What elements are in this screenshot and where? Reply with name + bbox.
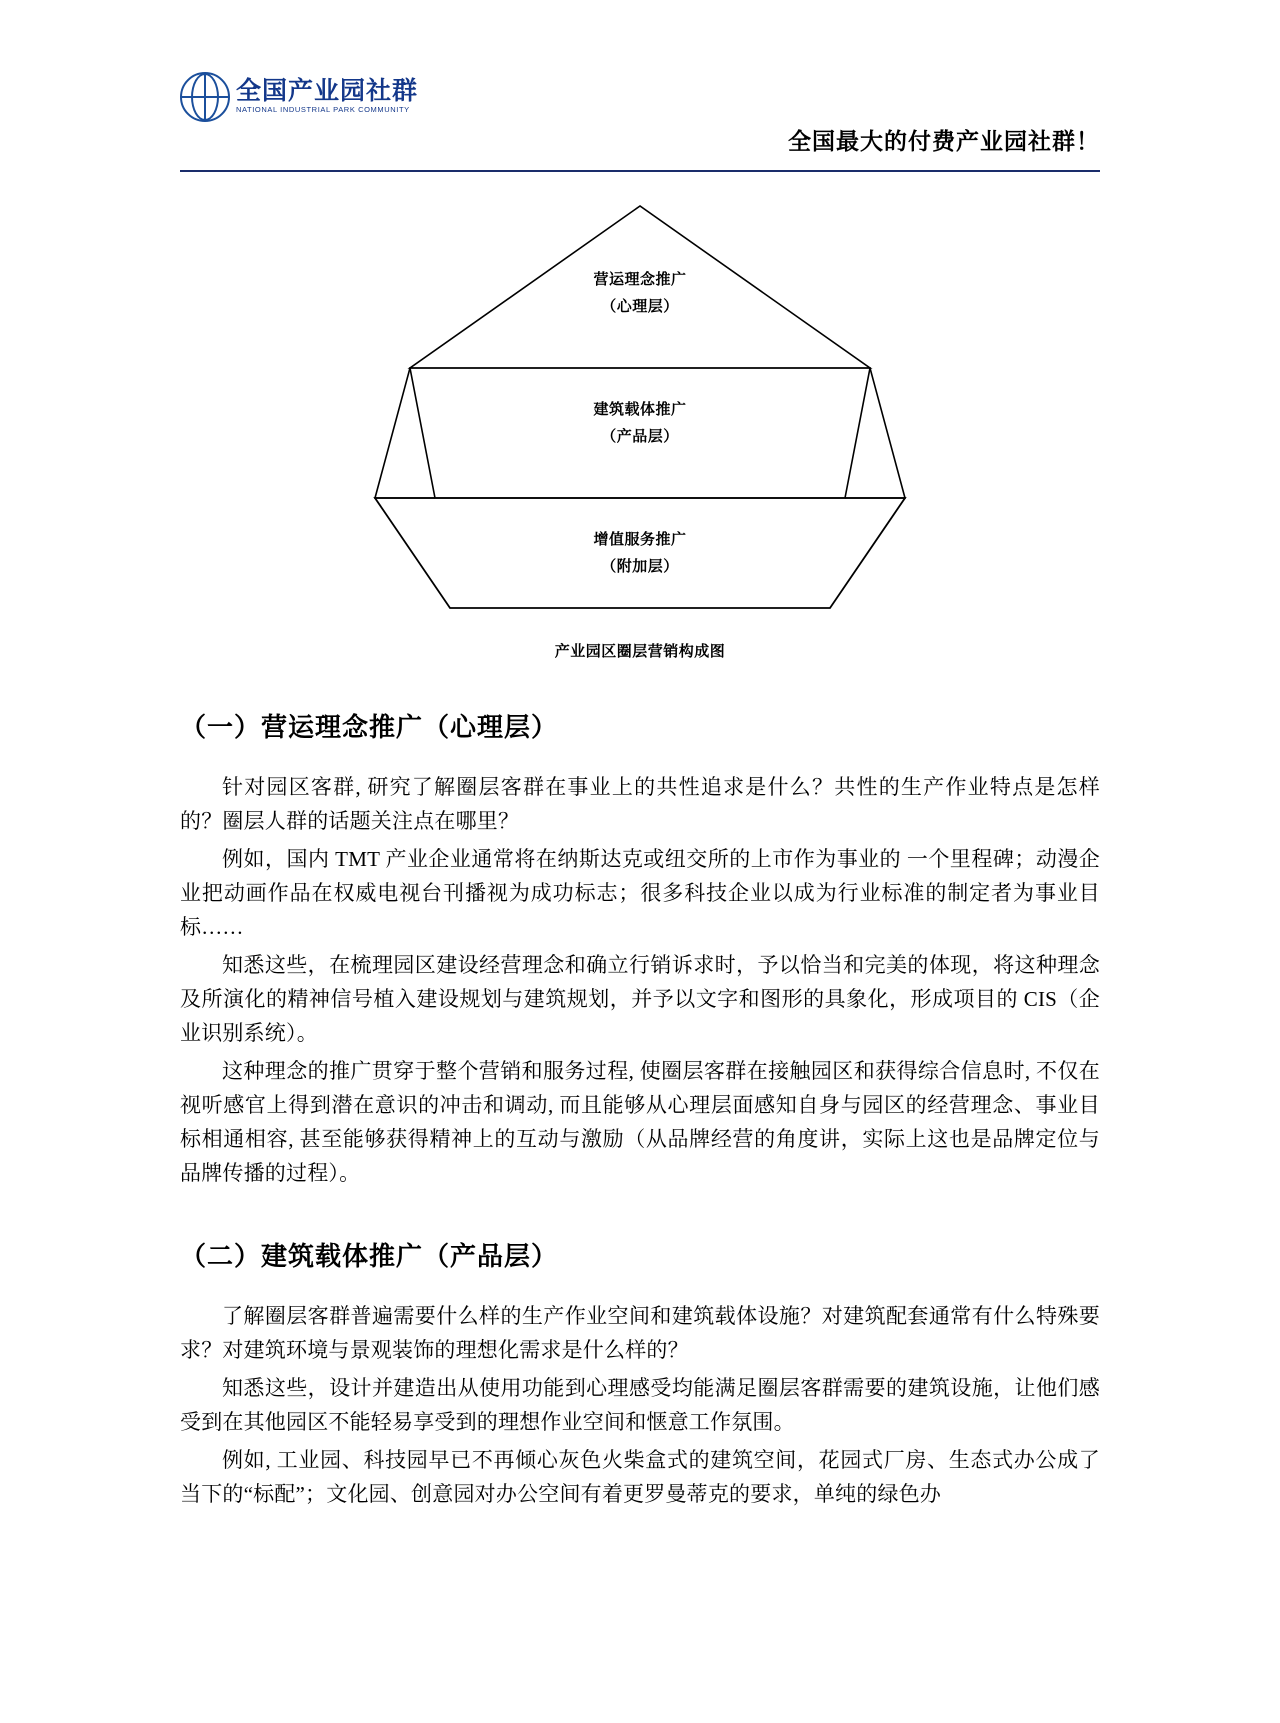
figure-layer-2 — [180, 398, 1100, 446]
figure-layer-2-line2: （产品层） — [601, 427, 679, 445]
figure-caption: 产业园区圈层营销构成图 — [554, 642, 726, 660]
section-heading-2: （二）建筑载体推广（产品层） — [180, 1242, 559, 1273]
globe-icon — [180, 72, 230, 122]
paragraph: 知悉这些，设计并建造出从使用功能到心理感受均能满足圈层客群需要的建筑设施，让他们感受到在其他园区不能轻易享受到的理想作业空间和惬意工作氛围。 — [180, 1376, 1100, 1435]
figure-layer-1-line1: 营运理念推广 — [593, 270, 687, 288]
paragraph: 例如, 工业园、科技园早已不再倾心灰色火柴盒式的建筑空间，花园式厂房、生态式办公成了当下的“标配”；文化园、创意园对办公空间有着更罗曼蒂克的要求，单纯的绿色办 — [180, 1448, 1100, 1507]
paragraph: 这种理念的推广贯穿于整个营销和服务过程, 使圈层客群在接触园区和获得综合信息时, 不仅在视听感官上得到潜在意识的冲击和调动, 而且能够从心理层面感知自身与园区的经营理念、事业目标相通相容, 甚至能够获得精神上的互动与激励（从品牌经营的角度讲，实际上这也是品牌定位与品牌传播的过程）。 — [180, 1059, 1100, 1186]
paragraph: 例如，国内 TMT 产业企业通常将在纳斯达克或纽交所的上市作为事业的 一个里程碑；动漫企业把动画作品在权威电视台刊播视为成功标志；很多科技企业以成为行业标准的制定者为事业目标…… — [180, 847, 1100, 940]
logo-text — [236, 78, 418, 114]
header-slogan: 全国最大的付费产业园社群！ — [788, 129, 1100, 155]
logo-subtitle: NATIONAL INDUSTRIAL PARK COMMUNITY — [236, 105, 410, 115]
pyramid-diagram — [180, 198, 1100, 618]
page-header — [180, 70, 1100, 172]
paragraph: 了解圈层客群普遍需要什么样的生产作业空间和建筑载体设施？对建筑配套通常有什么特殊要求？对建筑环境与景观装饰的理想化需求是什么样的？ — [180, 1304, 1100, 1363]
document-page — [0, 70, 1280, 1723]
figure-layer-2-line1: 建筑载体推广 — [593, 400, 687, 418]
figure-layer-1 — [180, 268, 1100, 316]
figure-layer-1-line2: （心理层） — [601, 297, 679, 315]
figure-layer-3-line1: 增值服务推广 — [593, 530, 687, 548]
paragraph: 知悉这些，在梳理园区建设经营理念和确立行销诉求时，予以恰当和完美的体现，将这种理念及所演化的精神信号植入建设规划与建筑规划，并予以文字和图形的具象化，形成项目的 CIS（企业识别系统）。 — [180, 953, 1100, 1046]
figure-layer-3 — [180, 528, 1100, 576]
section-heading-1: （一）营运理念推广（心理层） — [180, 713, 559, 743]
logo-title: 全国产业园社群 — [236, 76, 419, 106]
figure-layer-3-line2: （附加层） — [601, 557, 679, 575]
logo — [180, 70, 418, 122]
paragraph: 针对园区客群, 研究了解圈层客群在事业上的共性追求是什么？共性的生产作业特点是怎样的？圈层人群的话题关注点在哪里？ — [180, 775, 1100, 834]
